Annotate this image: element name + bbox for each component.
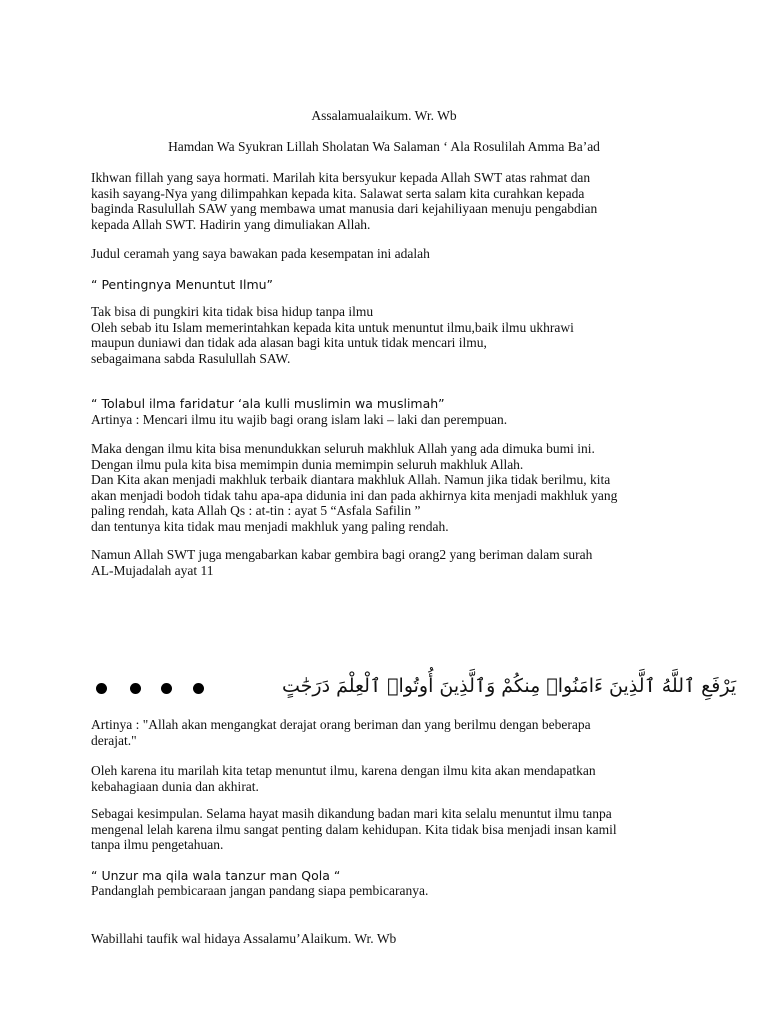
text-line: sebagaimana sabda Rasulullah SAW.	[91, 350, 291, 366]
hadith-text: “ Tolabul ilma faridatur ‘ala kulli muslimin wa muslimah”	[91, 396, 445, 411]
text-line: Ikhwan fillah yang saya hormati. Marilah kita bersyukur kepada Allah SWT atas rahmat dan	[91, 170, 591, 185]
text-line: Sebagai kesimpulan. Selama hayat masih dikandung badan mari kita selalu menuntut ilmu tanpa	[91, 806, 612, 821]
quote-meaning: Pandanglah pembicaraan jangan pandang siapa pembicaranya.	[91, 883, 429, 898]
text-line: mengenal lelah karena ilmu sangat penting dalam kehidupan. Kita tidak bisa menjadi insan kamil	[91, 821, 617, 837]
text-line: paling rendah, kata Allah Qs : at-tin : ayat 5 “Asfala Safilin ”	[91, 503, 421, 518]
text-line: AL-Mujadalah ayat 11	[91, 562, 214, 578]
bullet-dot-icon	[193, 683, 204, 694]
text-line: Tak bisa di pungkiri kita tidak bisa hidup tanpa ilmu	[91, 304, 374, 319]
text-line: kasih sayang-Nya yang dilimpahkan kepada kita. Salawat serta salam kita curahkan kepada	[91, 185, 585, 201]
opening-line: Hamdan Wa Syukran Lillah Sholatan Wa Salaman ‘ Ala Rosulilah Amma Ba’ad	[168, 139, 600, 154]
bullet-dot-icon	[161, 683, 172, 694]
body-paragraph-3	[91, 547, 711, 578]
conclusion-paragraph	[91, 806, 711, 853]
quote-text: “ Unzur ma qila wala tanzur man Qola “	[91, 868, 341, 883]
body-paragraph-1	[91, 304, 711, 366]
text-line: kepada Allah SWT. Hadirin yang dimuliakan Allah.	[91, 216, 371, 232]
text-line: baginda Rasulullah SAW yang membawa umat manusia dari kejahiliyaan menuju pengabdian	[91, 201, 598, 216]
verse-meaning	[91, 717, 711, 748]
topic-title: “ Pentingnya Menuntut Ilmu”	[91, 277, 274, 292]
greeting: Assalamualaikum. Wr. Wb	[311, 108, 457, 123]
arabic-verse: يَرْفَعِ ٱللَّهُ ٱلَّذِينَ ءَامَنُوا۟ مِنكُمْ وَٱلَّذِينَ أُوتُوا۟ ٱلْعِلْمَ دَرَجَٰتٍ	[282, 675, 737, 697]
hadith-meaning: Artinya : Mencari ilmu itu wajib bagi orang islam laki – laki dan perempuan.	[91, 412, 508, 427]
text-line: tanpa ilmu pengetahuan.	[91, 837, 224, 852]
body-paragraph-4	[91, 763, 711, 794]
quran-verse-row	[96, 672, 737, 704]
text-line: Maka dengan ilmu kita bisa menundukkan seluruh makhluk Allah yang ada dimuka bumi ini.	[91, 441, 595, 456]
bullet-dot-icon	[130, 683, 141, 694]
closing-line: Wabillahi taufik wal hidaya Assalamu’Alaikum. Wr. Wb	[91, 931, 397, 946]
text-line: Dan Kita akan menjadi makhluk terbaik diantara makhluk Allah. Namun jika tidak berilmu, kita	[91, 472, 611, 487]
text-line: akan menjadi bodoh tidak tahu apa-apa didunia ini dan pada akhirnya kita menjadi makhluk yang	[91, 487, 618, 503]
text-line: Dengan ilmu pula kita bisa memimpin dunia memimpin seluruh makhluk Allah.	[91, 456, 524, 472]
text-line: derajat."	[91, 732, 137, 748]
body-paragraph-2	[91, 441, 711, 534]
text-line: Namun Allah SWT juga mengabarkan kabar gembira bagi orang2 yang beriman dalam surah	[91, 547, 593, 562]
intro-paragraph	[91, 170, 711, 232]
text-line: dan tentunya kita tidak mau menjadi makhluk yang paling rendah.	[91, 518, 449, 534]
topic-intro: Judul ceramah yang saya bawakan pada kesempatan ini adalah	[91, 246, 430, 261]
text-line: kebahagiaan dunia dan akhirat.	[91, 778, 259, 794]
text-line: Oleh karena itu marilah kita tetap menuntut ilmu, karena dengan ilmu kita akan mendapatkan	[91, 763, 596, 778]
text-line: Oleh sebab itu Islam memerintahkan kepada kita untuk menuntut ilmu,baik ilmu ukhrawi	[91, 319, 574, 335]
text-line: maupun duniawi dan tidak ada alasan bagi kita untuk tidak mencari ilmu,	[91, 335, 487, 350]
text-line: Artinya : "Allah akan mengangkat derajat orang beriman dan yang berilmu dengan beberapa	[91, 717, 591, 732]
bullet-dot-icon	[96, 683, 107, 694]
